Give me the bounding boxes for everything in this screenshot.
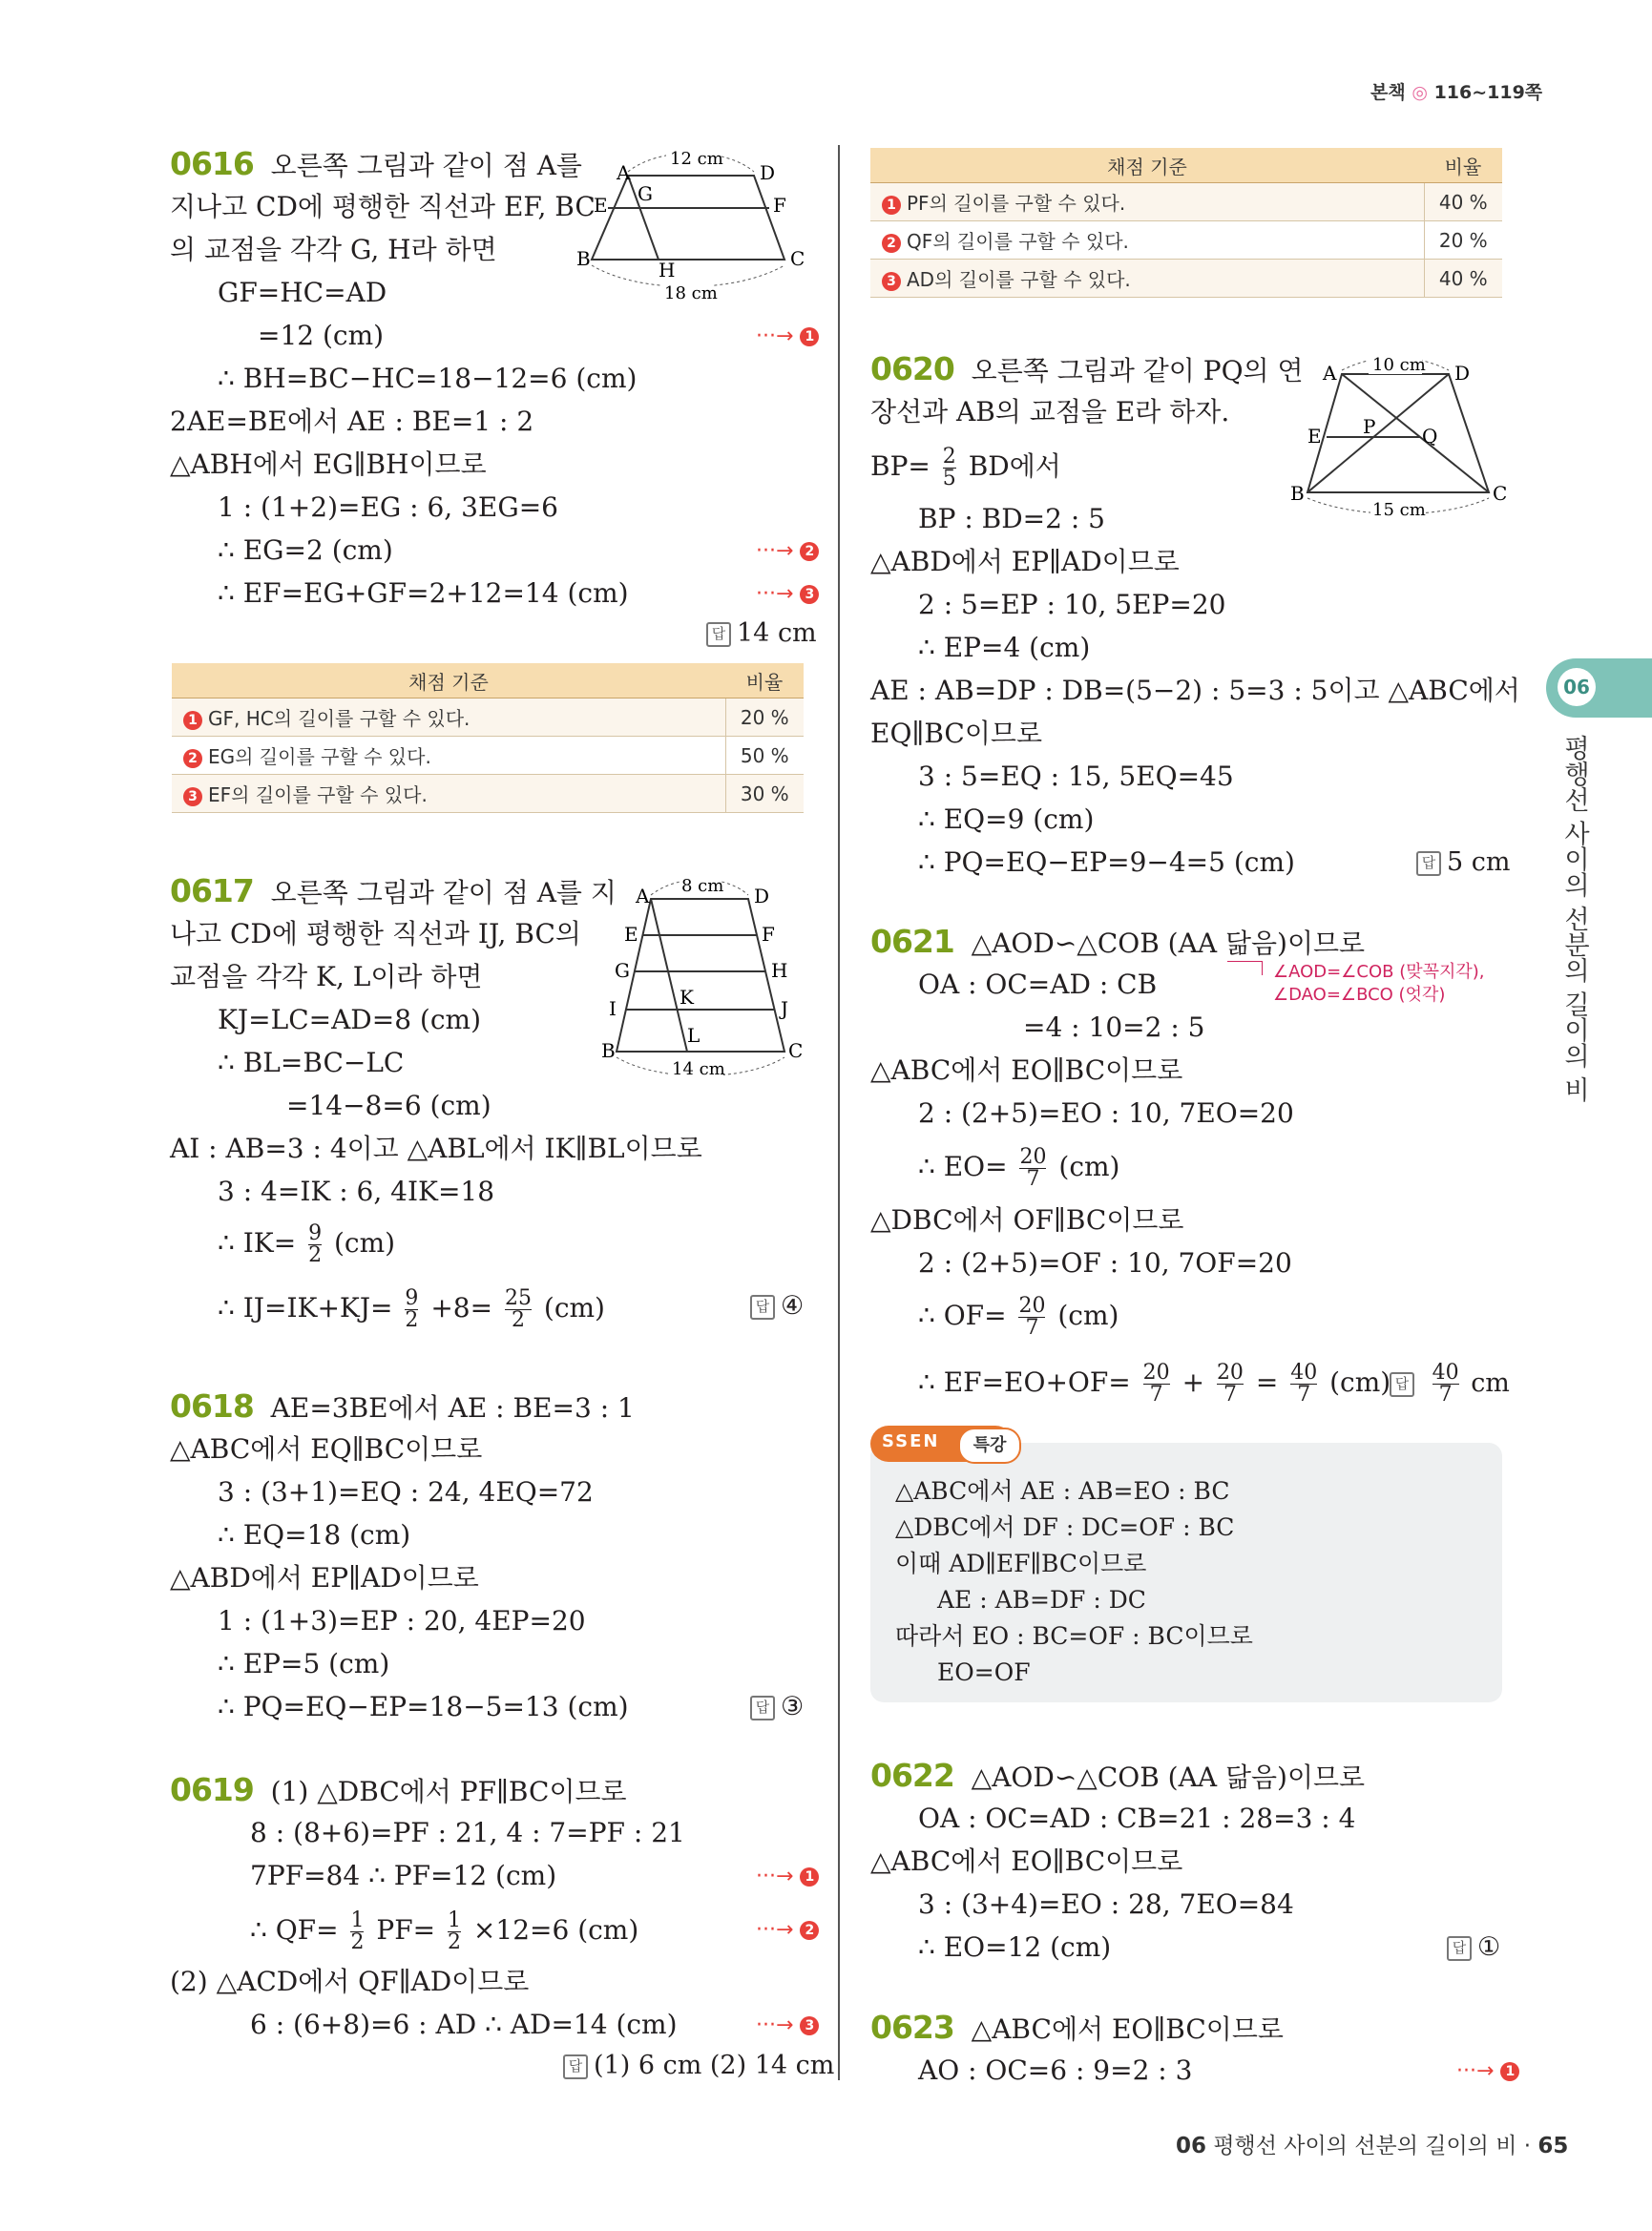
problem-number: 0623: [870, 2009, 954, 2046]
svg-text:K: K: [680, 986, 694, 1009]
chapter-tab: 06: [1546, 658, 1652, 718]
chapter-side-title: 평행선 사이의 선분의 길이의 비: [1559, 735, 1589, 1103]
svg-text:15 cm: 15 cm: [1372, 500, 1426, 520]
problem-number: 0619: [170, 1771, 254, 1808]
score-mark: ···→ 3: [756, 582, 819, 606]
trapezoid-figure-0616: [576, 143, 811, 305]
note-connector: [1227, 961, 1263, 975]
svg-text:A: A: [1323, 362, 1337, 385]
trapezoid-figure-0620: [1290, 351, 1519, 523]
problem-number: 0622: [870, 1757, 954, 1794]
footer: 06 평행선 사이의 선분의 길이의 비 · 65: [1176, 2134, 1569, 2158]
score-mark: ···→ 1: [1456, 2059, 1519, 2083]
score-mark: ···→ 2: [756, 539, 819, 563]
problem-number: 0620: [870, 350, 954, 387]
svg-text:Q: Q: [1422, 425, 1438, 448]
trapezoid-figure-0617: [592, 870, 821, 1080]
svg-text:10 cm: 10 cm: [1372, 355, 1426, 375]
svg-text:D: D: [754, 885, 770, 907]
column-divider: [838, 145, 840, 2080]
svg-text:J: J: [781, 997, 789, 1020]
svg-text:F: F: [773, 194, 786, 217]
svg-text:P: P: [1363, 415, 1376, 438]
svg-text:8 cm: 8 cm: [681, 876, 724, 896]
problem-number: 0616: [170, 145, 254, 182]
note-text: ∠DAO=∠BCO (엇각): [1273, 985, 1446, 1005]
answer: 답 5 cm: [1416, 844, 1511, 881]
svg-text:G: G: [615, 959, 630, 982]
sseen-badge: SSEN 특강: [870, 1426, 1014, 1462]
svg-text:C: C: [788, 1039, 804, 1062]
svg-text:A: A: [617, 161, 631, 184]
criteria-table-0619: 채점 기준 비율 1 PF의 길이를 구할 수 있다. 40 % 2 QF의 길이를 구할 수 있다. 20 % 3 AD의 길이를 구할 수 있다. 40 %: [870, 148, 1502, 298]
criteria-table-0616: 채점 기준 비율 1 GF, HC의 길이를 구할 수 있다. 20 % 2 EG의 길이를 구할 수 있다. 50 % 3 EF의 길이를 구할 수 있다. 30 %: [172, 663, 804, 813]
answer: 답 ④: [750, 1288, 804, 1324]
svg-text:B: B: [576, 247, 591, 270]
score-mark: ···→ 2: [756, 1918, 819, 1942]
problem-number: 0621: [870, 923, 954, 960]
svg-text:C: C: [790, 247, 805, 270]
svg-text:D: D: [1454, 362, 1471, 385]
svg-text:A: A: [636, 885, 650, 907]
svg-text:12 cm: 12 cm: [670, 149, 723, 169]
svg-text:B: B: [601, 1039, 616, 1062]
svg-text:G: G: [638, 182, 653, 205]
score-mark: ···→ 1: [756, 1865, 819, 1888]
svg-text:H: H: [659, 259, 676, 281]
note-text: ∠AOD=∠COB (맞꼭지각),: [1273, 962, 1485, 982]
svg-text:F: F: [762, 923, 775, 946]
svg-text:E: E: [624, 923, 638, 946]
svg-text:18 cm: 18 cm: [664, 283, 718, 303]
svg-text:14 cm: 14 cm: [672, 1059, 725, 1079]
problem-number: 0618: [170, 1387, 254, 1425]
svg-text:D: D: [760, 161, 776, 184]
answer: 답 (1) 6 cm (2) 14 cm: [563, 2048, 834, 2084]
answer: 답 14 cm: [706, 615, 817, 652]
problem-number: 0617: [170, 872, 254, 909]
svg-text:H: H: [771, 959, 788, 982]
score-mark: ···→ 1: [756, 324, 819, 348]
header-book-ref: 본책 ◎ 116~119쪽: [1370, 82, 1543, 103]
svg-text:E: E: [594, 194, 608, 217]
svg-text:B: B: [1290, 482, 1305, 505]
score-mark: ···→ 3: [756, 2013, 819, 2037]
answer: 답 ①: [1447, 1929, 1500, 1966]
svg-text:C: C: [1493, 482, 1508, 505]
answer: 답 $\frac{40}{7}$ cm: [1390, 1363, 1510, 1406]
svg-text:I: I: [609, 997, 617, 1020]
svg-text:L: L: [687, 1024, 701, 1047]
answer: 답 ③: [750, 1689, 804, 1725]
svg-text:E: E: [1307, 425, 1322, 448]
